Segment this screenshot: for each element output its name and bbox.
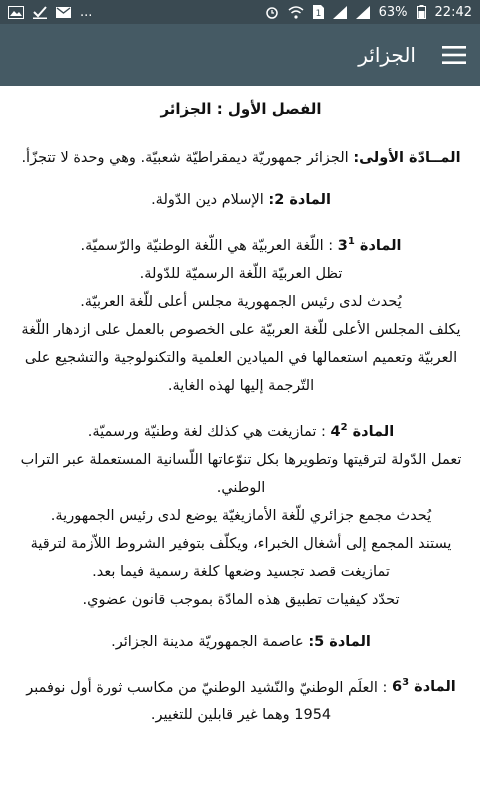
hamburger-menu-icon [442,46,466,64]
article-text: الإسلام دين الدّولة. [151,192,264,208]
article-text: تعمل الدّولة لترقيتها وتطويرها بكل تنوّعاتها اللّسانية المستعملة عبر التراب الوطني. [20,451,462,496]
app-bar [0,24,480,86]
signal-icon [333,6,347,19]
article-text: يكلف المجلس الأعلى للّغة العربيّة على الخصوص بالعمل على ازدهار اللّغة العربيّة وتعميم استعمالها في الميادين العلمية والتكنولوجية والتشجيع على التّرجمة إليها لهذه الغاية. [21,321,461,394]
sim-icon [313,5,324,19]
article-text: تظل العربيّة اللّغة الرسميّة للدّولة. [139,265,343,282]
article-text: : العلَم الوطنيّ والنّشيد الوطنيّ من مكاسب ثورة أول نوفمبر 1954 وهما غير قابلين للتغيير. [26,679,388,724]
article-5 [14,628,468,656]
article-text: : تمازيغت هي كذلك لغة وطنيّة ورسميّة. [87,423,326,440]
article-content [0,86,480,800]
article-3 [14,228,468,400]
article-1 [14,144,468,172]
article-text: يستند المجمع إلى أشغال الخبراء، ويكلّف بتوفير الشروط اللاّزمة لترقية تمازيغت قصد تجسيد وضعها كلغة رسمية فيما بعد. [30,535,452,580]
footnote-marker[interactable]: 3 [402,677,410,689]
more-notifications: ... [80,4,93,20]
battery-icon [417,5,426,19]
wifi-icon [288,6,304,19]
article-label: المــادّة الأولى: [353,150,461,166]
battery-percent: 63% [378,4,408,20]
article-6 [14,670,468,730]
article-text: الجزائر جمهوريّة ديمقراطيّة شعبيّة. وهي وحدة لا تتجزّأ. [21,150,349,166]
menu-button[interactable] [440,41,468,69]
article-text: يُحدث مجمع جزائري للّغة الأمازيغيّة يوضع لدى رئيس الجمهورية. [50,507,432,524]
chapter-title: الفصل الأول : الجزائر [160,100,322,118]
status-left [8,5,92,20]
article-text: : اللّغة العربيّة هي اللّغة الوطنيّة والرّسميّة. [80,237,334,254]
article-text: عاصمة الجمهوريّة مدينة الجزائر. [111,633,304,650]
footnote-marker[interactable]: 1 [347,236,355,247]
article-2 [14,186,468,214]
article-text: يُحدث لدى رئيس الجمهورية مجلس أعلى للّغة العربيّة. [80,293,402,310]
checkmark-icon [33,6,47,19]
status-bar [0,0,480,24]
alarm-icon [265,5,279,19]
article-label: المادة $3^1$ [337,236,402,254]
signal-2-icon [356,6,370,19]
article-label: المادة $4^2$ [330,421,395,440]
article-4 [14,414,468,614]
svg-text:1: 1 [315,9,321,19]
gallery-icon [8,6,24,19]
article-label: المادة 5: [308,633,371,650]
clock: 22:42 [434,4,472,20]
mail-icon [56,6,71,19]
app-title: الجزائر [358,43,416,67]
article-label: المادة $6^3$ [392,677,456,696]
article-text: تحدّد كيفيات تطبيق هذه المادّة بموجب قانون عضوي. [82,591,400,608]
status-right [265,5,472,20]
article-label: المادة 2: [268,192,331,208]
footnote-marker[interactable]: 2 [340,421,348,433]
